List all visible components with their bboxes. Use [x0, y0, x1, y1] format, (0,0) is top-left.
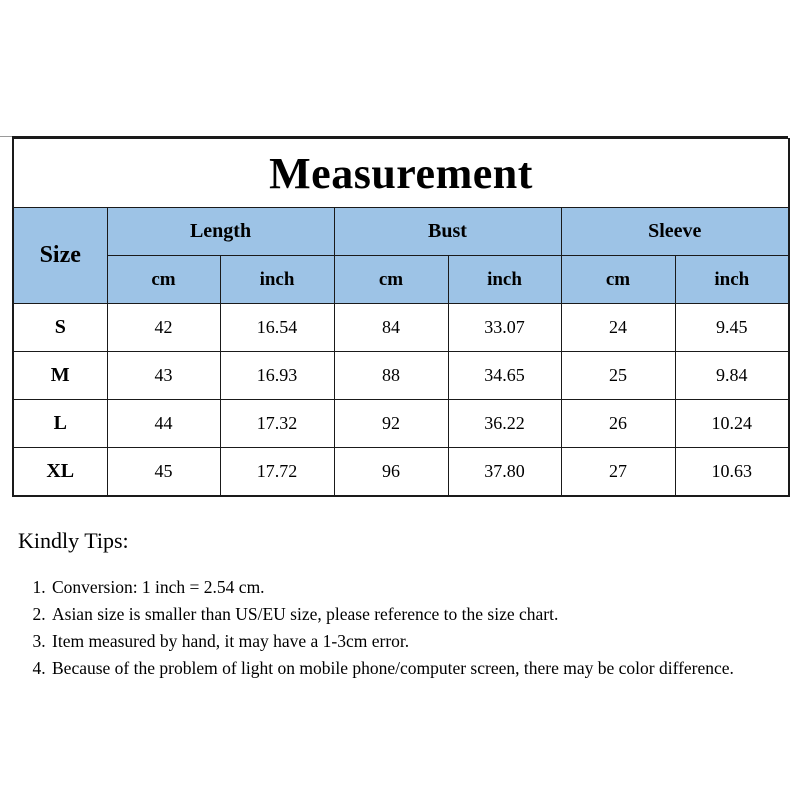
length-inch-header: inch	[220, 256, 334, 304]
frame-line-left	[0, 136, 12, 137]
length-cm-header: cm	[107, 256, 220, 304]
table-cell: 33.07	[448, 304, 561, 352]
table-cell: 17.32	[220, 400, 334, 448]
table-row	[13, 304, 789, 352]
table-cell: 37.80	[448, 448, 561, 497]
table-cell: 9.84	[675, 352, 789, 400]
tips-heading: Kindly Tips:	[18, 528, 129, 553]
table-cell: 10.24	[675, 400, 789, 448]
table-cell: 88	[334, 352, 448, 400]
table-cell: 43	[107, 352, 220, 400]
table-cell: 26	[561, 400, 675, 448]
table-cell: 96	[334, 448, 448, 497]
size-label: XL	[13, 448, 107, 497]
table-cell: 92	[334, 400, 448, 448]
table-cell: 36.22	[448, 400, 561, 448]
sleeve-inch-header: inch	[675, 256, 789, 304]
table-cell: 10.63	[675, 448, 789, 497]
table-cell: 27	[561, 448, 675, 497]
table-cell: 42	[107, 304, 220, 352]
size-column-header: Size	[13, 208, 107, 304]
tip-item: 2. Asian size is smaller than US/EU size, please reference to the size chart.	[50, 601, 788, 628]
table-cell: 24	[561, 304, 675, 352]
table-cell: 16.93	[220, 352, 334, 400]
sleeve-cm-header: cm	[561, 256, 675, 304]
length-group-header: Length	[107, 208, 334, 256]
table-cell: 34.65	[448, 352, 561, 400]
bust-group-header: Bust	[334, 208, 561, 256]
size-chart-table	[12, 138, 790, 497]
table-cell: 44	[107, 400, 220, 448]
table-cell: 17.72	[220, 448, 334, 497]
tip-item: 4. Because of the problem of light on mobile phone/computer screen, there may be color difference.	[50, 655, 788, 682]
table-cell: 84	[334, 304, 448, 352]
table-cell: 9.45	[675, 304, 789, 352]
kindly-tips-section	[18, 526, 788, 682]
tip-item: 1. Conversion: 1 inch = 2.54 cm.	[50, 574, 788, 601]
table-row	[13, 448, 789, 497]
table-cell: 16.54	[220, 304, 334, 352]
table-cell: 25	[561, 352, 675, 400]
bust-cm-header: cm	[334, 256, 448, 304]
size-label: S	[13, 304, 107, 352]
table-title: Measurement	[13, 139, 789, 208]
table-row	[13, 352, 789, 400]
tips-list	[18, 574, 788, 682]
size-label: M	[13, 352, 107, 400]
tip-item: 3. Item measured by hand, it may have a 1-3cm error.	[50, 628, 788, 655]
sleeve-group-header: Sleeve	[561, 208, 789, 256]
bust-inch-header: inch	[448, 256, 561, 304]
table-cell: 45	[107, 448, 220, 497]
size-label: L	[13, 400, 107, 448]
table-row	[13, 400, 789, 448]
